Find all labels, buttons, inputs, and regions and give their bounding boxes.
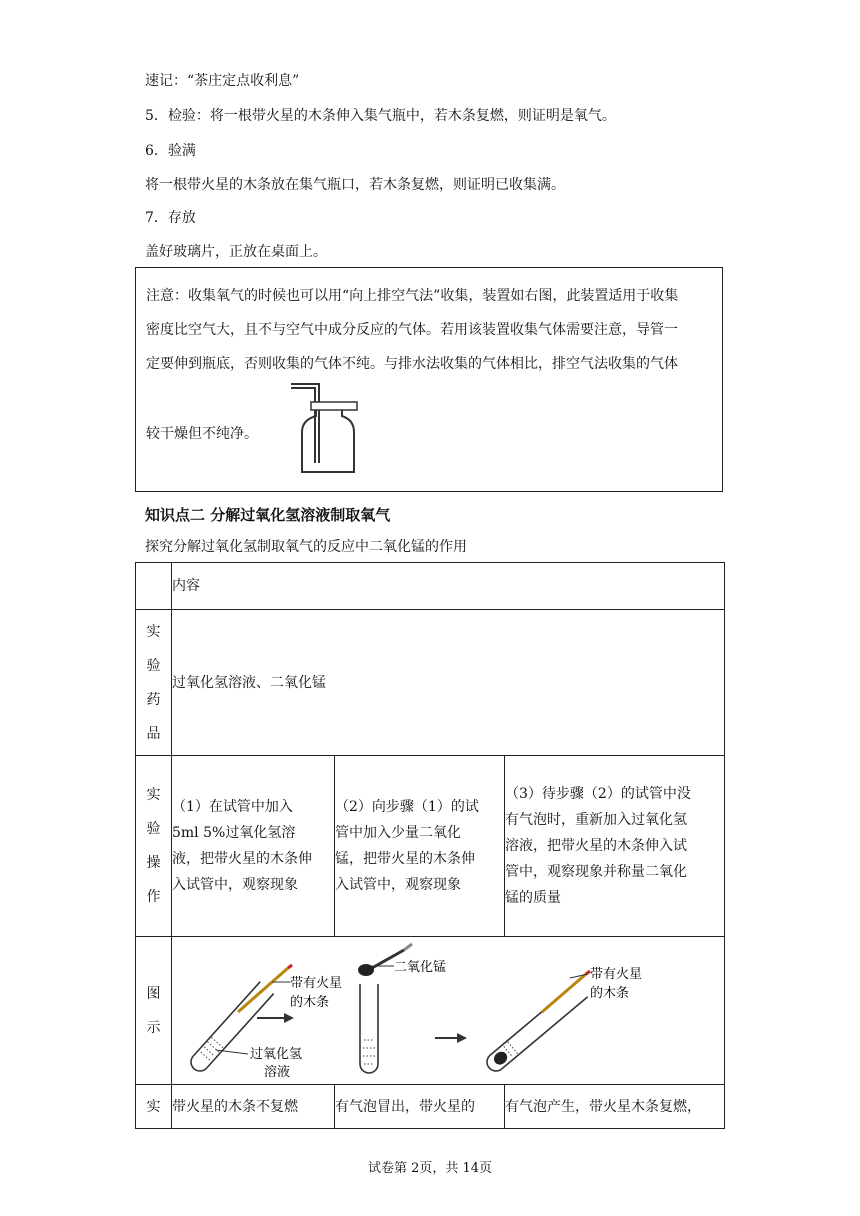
fig2-label: 二氧化锰 xyxy=(394,959,447,975)
header-empty-cell xyxy=(136,563,172,610)
phenomenon-col-1: 带火星的木条不复燃 xyxy=(172,1085,335,1129)
note-line-3: 定要伸到瓶底，否则收集的气体不纯。与排水法收集的气体相比，排空气法收集的气体 xyxy=(146,356,678,372)
phenomenon-col-2: 有气泡冒出，带火星的 xyxy=(335,1085,505,1129)
note-box xyxy=(135,267,723,492)
line-step6-title: 6．验满 xyxy=(145,143,196,159)
reagents-content: 过氧化氢溶液、二氧化锰 xyxy=(172,610,725,756)
section-title: 知识点二 分解过氧化氢溶液制取氧气 xyxy=(145,506,391,524)
row-label-operation: 实 验 操 作 xyxy=(136,756,172,937)
line-step7-body: 盖好玻璃片，正放在桌面上。 xyxy=(145,244,327,260)
phenomenon-col-3: 有气泡产生，带火星木条复燃， xyxy=(505,1085,725,1129)
line-step7-title: 7．存放 xyxy=(145,210,196,226)
section-subtitle: 探究分解过氧化氢制取氧气的反应中二氧化锰的作用 xyxy=(145,539,467,555)
fig1-liquid-label-1: 过氧化氢 xyxy=(250,1046,303,1062)
fig1-stick-label-1: 带有火星 xyxy=(290,975,343,991)
test-tube-1-figure xyxy=(187,965,342,1080)
diagram-cell xyxy=(172,937,725,1085)
fig1-stick-label-2: 的木条 xyxy=(290,994,330,1010)
header-content: 内容 xyxy=(172,563,725,610)
line-step6-body: 将一根带火星的木条放在集气瓶口，若木条复燃，则证明已收集满。 xyxy=(145,177,565,193)
row-label-reagents: 实 验 药 品 xyxy=(136,610,172,756)
fig3-stick-label-2: 的木条 xyxy=(590,985,630,1001)
line-step5: 5．检验：将一根带火星的木条伸入集气瓶中，若木条复燃，则证明是氧气。 xyxy=(145,108,616,124)
line-mnemonic: 速记：“茶庄定点收利息” xyxy=(145,73,300,89)
note-line-4: 较干燥但不纯净。 xyxy=(146,426,258,442)
operation-step-2: （2）向步骤（1）的试 管中加入少量二氧化 锰，把带火星的木条伸 入试管中，观察现象 xyxy=(335,756,505,937)
note-line-2: 密度比空气大，且不与空气中成分反应的气体。若用该装置收集气体需要注意，导管一 xyxy=(146,322,678,338)
gas-bottle-diagram xyxy=(286,378,366,478)
experiment-table xyxy=(135,562,725,1129)
test-tube-2-figure xyxy=(358,944,467,1073)
fig3-stick-label-1: 带有火星 xyxy=(590,966,643,982)
experiment-diagram xyxy=(172,938,725,1084)
row-label-phenomenon: 实 xyxy=(136,1085,172,1129)
page-footer: 试卷第 2页，共 14页 xyxy=(367,1161,493,1176)
operation-step-1: （1）在试管中加入 5ml 5%过氧化氢溶 液，把带火星的木条伸 入试管中，观察现象 xyxy=(172,756,335,937)
operation-step-3: （3）待步骤（2）的试管中没 有气泡时，重新加入过氧化氢 溶液，把带火星的木条伸入试 管中，观察现象并称量二氧化 锰的质量 xyxy=(505,756,725,937)
note-line-1: 注意：收集氧气的时候也可以用“向上排空气法”收集，装置如右图，此装置适用于收集 xyxy=(146,288,679,304)
row-label-diagram: 图 示 xyxy=(136,937,172,1085)
fig1-liquid-label-2: 溶液 xyxy=(264,1064,291,1080)
test-tube-3-figure xyxy=(483,966,642,1075)
